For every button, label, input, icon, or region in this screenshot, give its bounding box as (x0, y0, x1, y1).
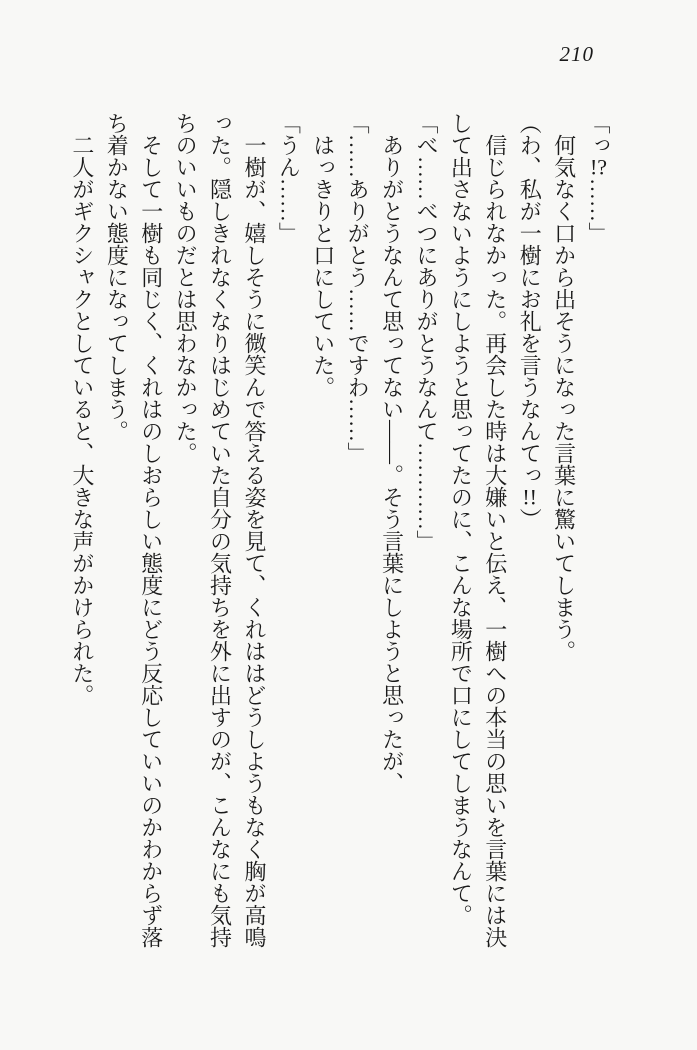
text-segment: はっきりと口にしていた。 (310, 134, 336, 398)
text-line (477, 112, 511, 962)
text-segment: 二人がギクシャクとしていると、大きな声がかけられた。 (69, 134, 95, 706)
text-segment: 「……ありがとう……ですわ……」 (345, 112, 371, 464)
text-segment: 「うん……」 (276, 112, 302, 244)
body-text (65, 112, 616, 962)
text-segment: そして一樹も同じく、くれはのしおらしい態度にどう反応していいのかわからず落 (138, 134, 164, 948)
tate-chu-yoko-text: !! (522, 486, 538, 508)
text-segment: った。隠しきれなくなりはじめていた自分の気持ちを外に出すのが、こんなにも気持 (207, 112, 233, 948)
text-segment: ） (517, 508, 543, 530)
text-segment: （わ、私が一樹にお礼を言うなんてっ (517, 112, 543, 486)
text-segment: 一樹が、嬉しそうに微笑んで答える姿を見て、くれははどうしようもなく胸が高鳴 (241, 134, 267, 948)
text-segment: ちのいいものだとは思わなかった。 (173, 112, 199, 464)
text-line (65, 112, 99, 962)
text-segment: 信じられなかった。再会した時は大嫌いと伝え、一樹への本当の思いを言葉には決 (482, 134, 508, 948)
text-line (340, 112, 374, 962)
text-line (443, 112, 477, 962)
text-line (271, 112, 305, 962)
text-segment: 「っ (586, 112, 611, 156)
text-line (133, 112, 167, 962)
text-segment: して出さないようにしようと思ってたのに、こんな場所で口にしてしまうなんて。 (448, 112, 474, 926)
text-segment: 何気なく口から出そうになった言葉に驚いてしまう。 (551, 134, 577, 662)
text-line (202, 112, 236, 962)
text-line (512, 112, 546, 962)
text-line (546, 112, 580, 962)
text-line (237, 112, 271, 962)
text-segment: ち着かない態度になってしまう。 (104, 112, 130, 442)
text-line (99, 112, 133, 962)
text-segment: ……」 (586, 178, 611, 244)
text-line (305, 112, 339, 962)
text-line (374, 112, 408, 962)
text-segment: ありがとうなんて思ってない——。そう言葉にしようと思ったが、 (379, 134, 405, 794)
text-line (409, 112, 443, 962)
page-number: 210 (559, 42, 594, 66)
text-line (581, 112, 615, 962)
text-line (168, 112, 202, 962)
text-segment: 「べ……べつにありがとうなんて…………」 (413, 112, 439, 552)
tate-chu-yoko-text: !? (589, 156, 608, 178)
